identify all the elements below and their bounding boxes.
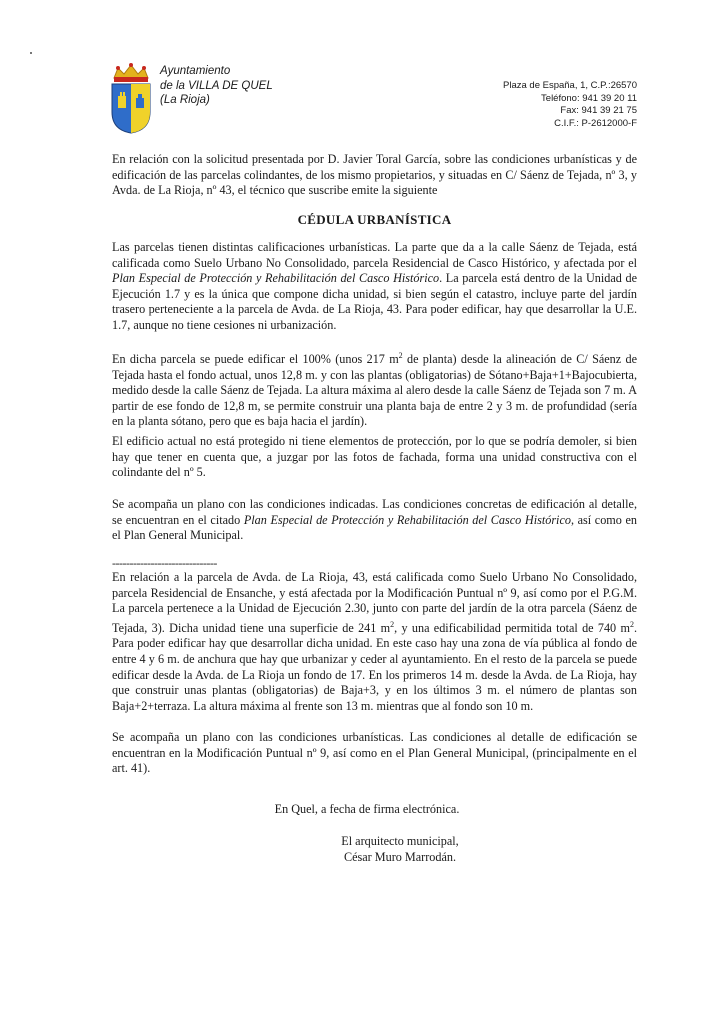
organization-name: [160, 64, 273, 108]
intro-paragraph: En relación con la solicitud presentada por D. Javier Toral García, sobre las condiciones urbanísticas y de edificación de las parcelas colindantes, de los mismo propietarios, y situadas en C/ Sáenz de Tejada, nº 3, y Avda. de La Rioja, nº 43, el técnico que suscribe emite la siguiente: [112, 152, 637, 198]
org-line-2: de la VILLA DE QUEL: [160, 79, 273, 92]
superscript: 2: [629, 619, 634, 629]
paragraph-3: El edificio actual no está protegido ni tiene elementos de protección, por lo que se podría demoler, si bien hay que tener en cuenta que, a juzgar por las fotos de fachada, forma una unidad constructiva con el colindante del nº 5.: [112, 434, 637, 480]
closing-line: En Quel, a fecha de firma electrónica.: [274, 802, 460, 816]
org-line-3: (La Rioja): [160, 94, 210, 106]
paragraph-4: [112, 497, 637, 544]
paragraph-1: [112, 240, 637, 334]
paragraph-4-text-a: Se acompaña un plano con las condiciones indicadas. Las condiciones concretas de edificación al detalle, se encuentran en el citado: [112, 497, 637, 527]
paragraph-1-text-a: Las parcelas tienen distintas calificaciones urbanísticas. La parte que da a la calle Sáenz de Tejada, está calificada como Suelo Urbano No Consolidado, parcela Residencial de Casco Histórico, y afectada por el: [112, 240, 637, 270]
paragraph-1-text-b: . La parcela está dentro de la Unidad de Ejecución 1.7 y es la única que compone dicha unidad, si bien según el catastro, incluye parte del jardín trasero perteneciente a la parcela de Avda. de La Rioja, 43. Para poder edificar, hay que desarrollar la U.E. 1.7, aunque no tiene cesiones ni urbanización.: [112, 271, 637, 332]
signer-name: César Muro Marrodán.: [343, 850, 457, 864]
signer-role: El arquitecto municipal,: [341, 834, 459, 848]
plan-reference: Plan Especial de Protección y Rehabilitación del Casco Histórico: [112, 271, 440, 286]
plan-reference: Plan Especial de Protección y Rehabilitación del Casco Histórico: [243, 512, 571, 527]
contact-address: Plaza de España, 1, C.P.:26570: [503, 80, 637, 91]
contact-cif: C.I.F.: P-2612000-F: [554, 117, 637, 129]
paragraph-2-text-b: de planta) desde la alineación de C/ Sáenz de Tejada hasta el fondo actual, unos 12,8 m. y con las plantas (obligatorias) de Sótano+Baja+1+Bajocubierta, medido desde la calle Sáenz de Tejada. La altura máxima al alero desde la calle Sáenz de Tejada son 7 m. A partir de ese fondo de 12,8 m, se permite construir una planta baja de entre 2 y 3 m. de profundidad (sería en la planta sótano, pero que es baja hacia el jardín).: [112, 352, 637, 429]
paragraph-4-text-b: , así como en el Plan General Municipal.: [112, 512, 638, 543]
paragraph-5-text-b: , y una edificabilidad permitida total de 740 m: [394, 620, 630, 635]
contact-fax: Fax: 941 39 21 75: [560, 105, 637, 116]
scan-speck: [30, 52, 32, 54]
separator-line: ------------------------------: [112, 556, 217, 570]
document-title: CÉDULA URBANÍSTICA: [297, 212, 452, 227]
org-line-1: Ayuntamiento: [160, 65, 231, 77]
paragraph-5: [112, 570, 637, 714]
contact-phone: Teléfono: 941 39 20 11: [541, 92, 637, 104]
paragraph-2-text-a: En dicha parcela se puede edificar el 100% (unos 217 m: [112, 352, 399, 367]
superscript: 2: [390, 619, 395, 629]
contact-block: [503, 80, 637, 130]
coat-of-arms-icon: [108, 62, 154, 134]
paragraph-6: Se acompaña un plano con las condiciones urbanísticas. Las condiciones al detalle de edificación se encuentran en la Modificación Puntual nº 9, así como en el Plan General Municipal, (principalmente en el art. 41).: [112, 730, 637, 776]
paragraph-2: [112, 348, 637, 430]
paragraph-5-text-c: . Para poder edificar hay que desarrollar dicha unidad. En este caso hay una zona de vía pública al fondo de entre 4 y 6 m. de anchura que hay que urbanizar y ceder al ayuntamiento. En el resto de la parcela se puede edificar desde la Avda. de La Rioja un fondo de 17. En los primeros 14 m. desde la Avda. de La Rioja, hay que construir unas plantas (obligatorias) de Baja+3, y en los últimos 3 m. el número de plantas son Baja+2+terraza. La altura máxima al frente son 13 m. mientras que al fondo son 10 m.: [112, 620, 637, 713]
superscript: 2: [398, 351, 403, 360]
paragraph-5-text-a: En relación a la parcela de Avda. de La Rioja, 43, está calificada como Suelo Urbano No Consolidado, parcela Residencial de Ensanche, y está afectada por la Modificación Puntual nº 9, así como por el P.G.M. La parcela pertenece a la Unidad de Ejecución 2.30, junto con parte del jardín de la otra parcela (Sáenz de Tejada, 3). Dicha unidad tiene una superficie de 241 m: [112, 570, 637, 635]
